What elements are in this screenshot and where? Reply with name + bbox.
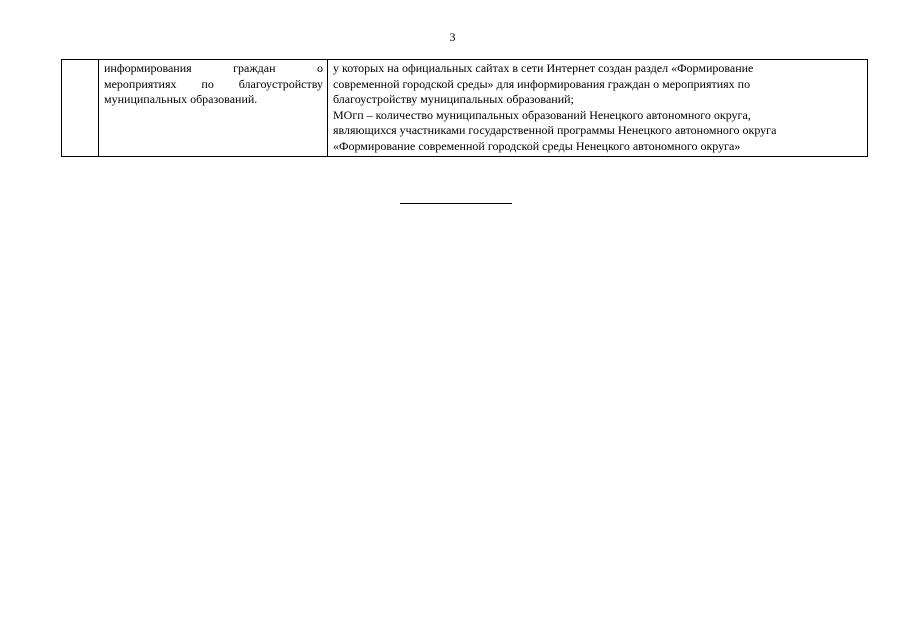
description-line: МОгп – количество муниципальных образований Ненецкого автономного округа, (333, 107, 751, 122)
description-line: являющихся участниками государственной программы Ненецкого автономного округа (333, 123, 777, 137)
description-line: у которых на официальных сайтах в сети Интернет создан раздел «Формирование (333, 61, 754, 75)
description-line: благоустройству муниципальных образований; (333, 92, 574, 106)
table-cell-indicator-name (99, 60, 328, 157)
indicator-name-line: муниципальных образований. (104, 92, 258, 106)
table-cell-calculation-description (328, 60, 868, 157)
page-number: 3 (449, 30, 456, 44)
description-line: «Формирование современной городской среды Ненецкого автономного округа» (333, 138, 741, 153)
table-row (62, 60, 868, 157)
description-line: современной городской среды» для информирования граждан о мероприятиях по (333, 76, 751, 91)
indicator-table (61, 59, 868, 157)
end-of-document-line (400, 203, 512, 204)
table-cell-number (62, 60, 99, 157)
indicator-name-line: информирования граждан о (104, 61, 323, 75)
indicator-name-line: мероприятиях по благоустройству (104, 76, 323, 91)
